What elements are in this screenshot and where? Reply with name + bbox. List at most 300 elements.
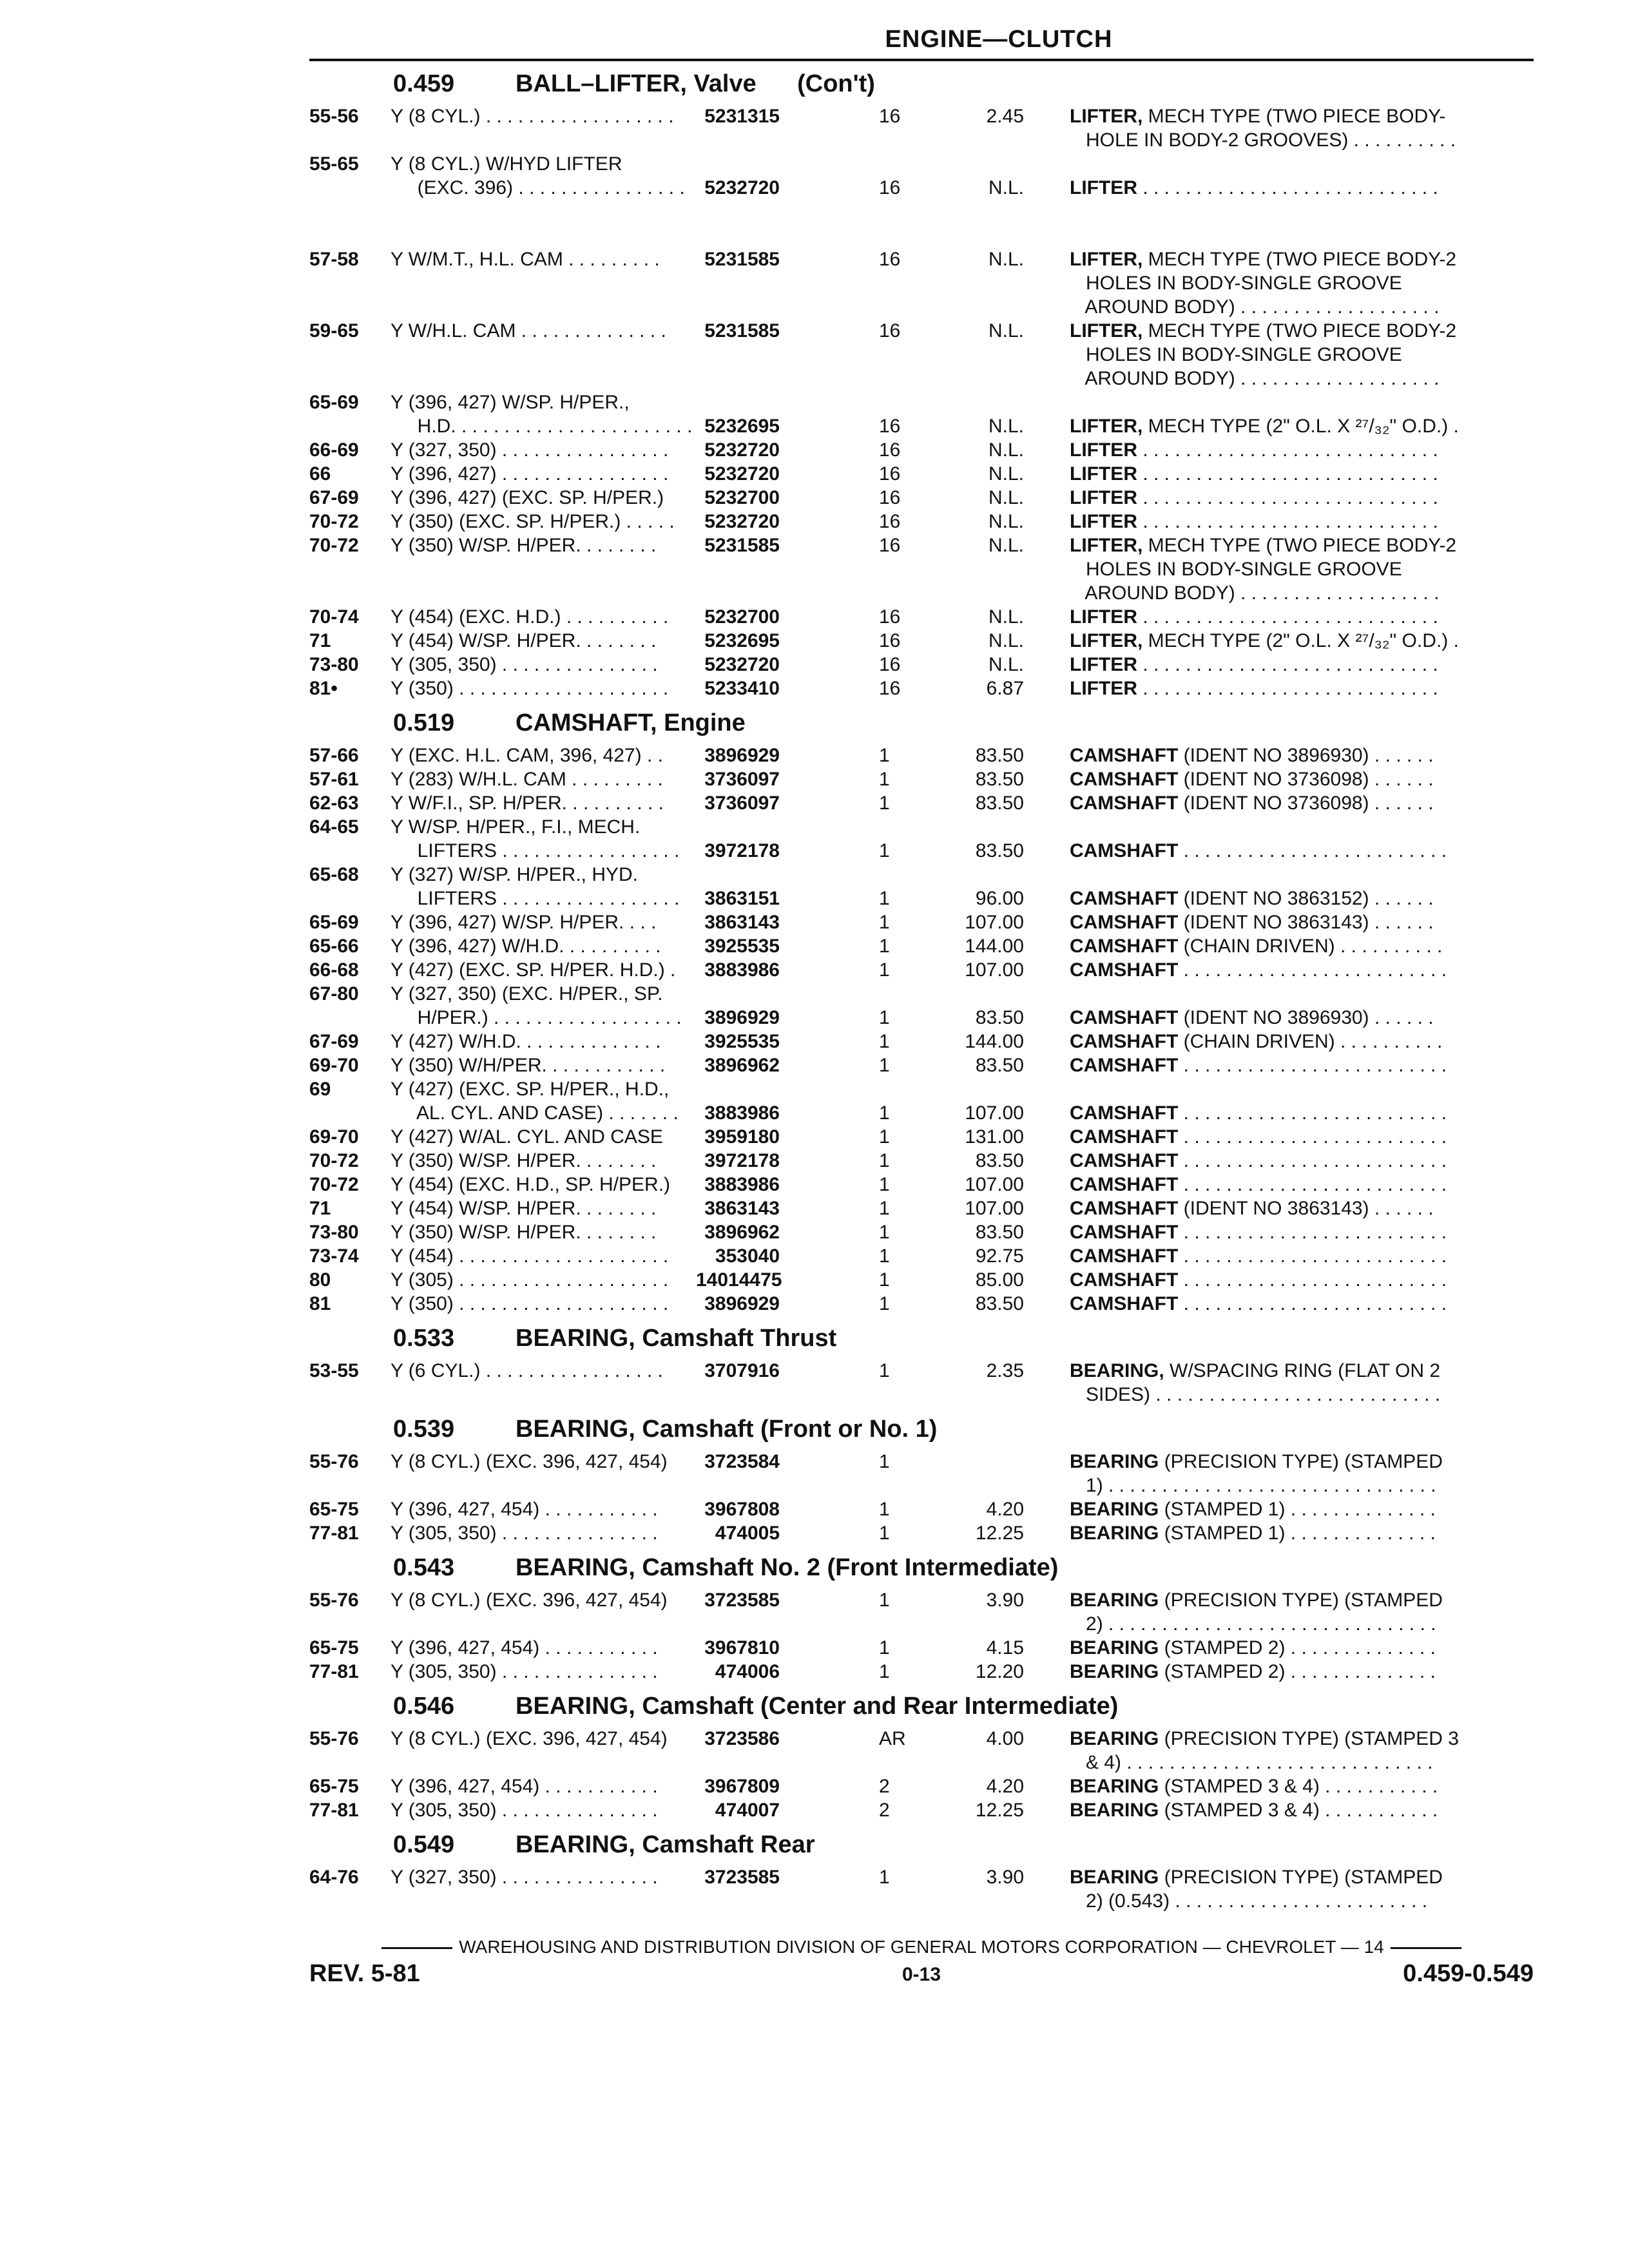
application-line: H/PER.) . . . . . . . . . . . . . . . . . . <box>390 1007 682 1028</box>
quantity: 1 <box>879 1102 890 1124</box>
quantity: 1 <box>879 1222 890 1243</box>
table-row <box>309 1359 1534 1407</box>
section-name: BEARING, Camshaft No. 2 (Front Intermediate) <box>516 1554 1059 1581</box>
table-row <box>309 934 1534 958</box>
part-number: 5233410 <box>704 678 780 699</box>
table-row <box>309 863 1534 910</box>
part-number: 3736097 <box>704 769 780 790</box>
description-keyword: CAMSHAFT <box>1070 1198 1179 1219</box>
price: 107.00 <box>965 959 1024 981</box>
table-row <box>309 390 1534 438</box>
description-line <box>1070 629 1534 653</box>
application-line: Y (350) W/H/PER. . . . . . . . . . . . <box>390 1055 666 1076</box>
description-keyword: CAMSHAFT <box>1070 840 1179 861</box>
description-line <box>1070 1006 1534 1030</box>
title-rule <box>309 59 1534 61</box>
application-line: Y W/H.L. CAM . . . . . . . . . . . . . . <box>390 320 666 341</box>
price: N.L. <box>988 463 1024 485</box>
application-line: Y (350) . . . . . . . . . . . . . . . . . . . . <box>390 1293 669 1314</box>
description-text: . . . . . . . . . . . . . . . . . . . . . . . . . . . . <box>1137 511 1438 532</box>
year-range: 73-80 <box>309 654 359 675</box>
table-row <box>309 605 1534 629</box>
description-text: MECH TYPE (2" O.L. X ²⁷/₃₂" O.D.) . <box>1142 630 1459 651</box>
application-line: Y (396, 427) W/H.D. . . . . . . . . . <box>390 936 661 957</box>
description-keyword: CAMSHAFT <box>1070 1031 1179 1052</box>
application-line: (EXC. 396) . . . . . . . . . . . . . . . . <box>390 177 685 198</box>
table-row <box>309 1588 1534 1636</box>
application-line: H.D. . . . . . . . . . . . . . . . . . . . . . . <box>390 416 693 437</box>
quantity: AR <box>879 1728 906 1749</box>
section-number: 0.459 <box>393 70 455 97</box>
application-line: Y (8 CYL.) (EXC. 396, 427, 454) <box>390 1451 668 1472</box>
description-text: (IDENT NO 3896930) . . . . . . <box>1178 745 1434 766</box>
quantity: 1 <box>879 1174 890 1195</box>
year-range: 81 <box>309 1293 331 1314</box>
quantity: 1 <box>879 1031 890 1052</box>
quantity: 16 <box>879 606 901 628</box>
description-line <box>1070 1727 1534 1751</box>
application-line: Y (EXC. H.L. CAM, 396, 427) . . <box>390 745 663 766</box>
quantity: 16 <box>879 320 901 341</box>
table-row <box>309 1149 1534 1173</box>
description-text: MECH TYPE (TWO PIECE BODY-2 <box>1142 249 1457 270</box>
application-line: Y (8 CYL.) (EXC. 396, 427, 454) <box>390 1590 668 1611</box>
description-text: . . . . . . . . . . . . . . . . . . . . . . . . . . . . <box>1137 439 1438 461</box>
description-text: . . . . . . . . . . . . . . . . . . . . . . . . . <box>1178 1102 1447 1124</box>
year-range: 57-61 <box>309 769 359 790</box>
price: N.L. <box>988 439 1024 461</box>
year-range: 70-72 <box>309 1150 359 1171</box>
description-line <box>1070 653 1534 677</box>
table-row <box>309 438 1534 462</box>
description-text: (PRECISION TYPE) (STAMPED <box>1159 1451 1443 1472</box>
description-line <box>1070 247 1534 271</box>
description-text: (STAMPED 2) . . . . . . . . . . . . . . <box>1159 1661 1436 1682</box>
description-line: HOLES IN BODY-SINGLE GROOVE <box>1070 344 1402 365</box>
table-row <box>309 1727 1534 1774</box>
part-number: 3959180 <box>704 1126 780 1148</box>
description-line <box>1070 1521 1534 1545</box>
table-row <box>309 1798 1534 1822</box>
description-line: SIDES) . . . . . . . . . . . . . . . . . . . . . . . . . . . <box>1070 1384 1441 1405</box>
description-keyword: BEARING <box>1070 1661 1159 1682</box>
year-range: 69 <box>309 1079 331 1100</box>
quantity: 1 <box>879 1126 890 1148</box>
description-keyword: LIFTER <box>1070 511 1137 532</box>
year-range: 64-76 <box>309 1867 359 1888</box>
description-keyword: LIFTER, <box>1070 630 1143 651</box>
description-line <box>1070 934 1534 958</box>
description-line <box>1070 791 1534 815</box>
description-text: . . . . . . . . . . . . . . . . . . . . . . . . . <box>1178 1222 1447 1243</box>
description-keyword: CAMSHAFT <box>1070 912 1179 933</box>
price: N.L. <box>988 320 1024 341</box>
description-keyword: CAMSHAFT <box>1070 1293 1179 1314</box>
section-heading <box>309 1325 1534 1352</box>
description-text: . . . . . . . . . . . . . . . . . . . . . . . . . <box>1178 1055 1447 1076</box>
quantity: 1 <box>879 1269 890 1291</box>
application-line: Y (327, 350) . . . . . . . . . . . . . . . <box>390 1867 658 1888</box>
section-range: 0.459-0.549 <box>1403 1960 1534 1987</box>
table-row <box>309 1173 1534 1196</box>
description-line <box>1070 1220 1534 1244</box>
year-range: 55-76 <box>309 1590 359 1611</box>
description-keyword: BEARING <box>1070 1451 1159 1472</box>
section-number: 0.539 <box>393 1416 455 1443</box>
description-text: . . . . . . . . . . . . . . . . . . . . . . . . . <box>1178 1269 1447 1291</box>
section-name: BEARING, Camshaft (Center and Rear Intermediate) <box>516 1693 1119 1720</box>
application-line: Y (283) W/H.L. CAM . . . . . . . . . <box>390 769 663 790</box>
description-keyword: LIFTER <box>1070 654 1137 675</box>
description-keyword: BEARING <box>1070 1523 1159 1544</box>
price: 12.25 <box>975 1800 1024 1821</box>
part-number: 474007 <box>715 1800 780 1821</box>
application-line: Y (350) W/SP. H/PER. . . . . . . . <box>390 1222 657 1243</box>
application-line: Y (327, 350) (EXC. H/PER., SP. <box>390 983 663 1004</box>
footer-bottom <box>309 1960 1534 1992</box>
section-name: BEARING, Camshaft Thrust <box>516 1325 837 1352</box>
description-line <box>1070 1359 1534 1383</box>
year-range: 81• <box>309 678 338 699</box>
price: N.L. <box>988 630 1024 651</box>
description-text: (PRECISION TYPE) (STAMPED 3 <box>1159 1728 1459 1749</box>
description-text: . . . . . . . . . . . . . . . . . . . . . . . . . . . . <box>1137 177 1438 198</box>
description-text: W/SPACING RING (FLAT ON 2 <box>1164 1360 1441 1381</box>
price: 131.00 <box>965 1126 1024 1148</box>
quantity: 1 <box>879 1661 890 1682</box>
part-number: 3967809 <box>704 1776 780 1797</box>
quantity: 16 <box>879 678 901 699</box>
table-row <box>309 791 1534 815</box>
application-line: Y (396, 427, 454) . . . . . . . . . . . <box>390 1499 658 1520</box>
quantity: 16 <box>879 487 901 508</box>
price: 83.50 <box>975 745 1024 766</box>
description-text: (STAMPED 3 & 4) . . . . . . . . . . . <box>1159 1800 1438 1821</box>
application-line: Y (396, 427, 454) . . . . . . . . . . . <box>390 1776 658 1797</box>
year-range: 65-69 <box>309 912 359 933</box>
description-text: . . . . . . . . . . . . . . . . . . . . . . . . . <box>1178 1126 1447 1148</box>
price: 3.90 <box>986 1590 1024 1611</box>
year-range: 77-81 <box>309 1800 359 1821</box>
table-row <box>309 1521 1534 1545</box>
page-title: ENGINE—CLUTCH <box>885 26 1113 53</box>
description-text: . . . . . . . . . . . . . . . . . . . . . . . . . . . . <box>1137 678 1438 699</box>
description-keyword: LIFTER <box>1070 439 1137 461</box>
section-heading <box>309 70 1534 98</box>
description-line: AROUND BODY) . . . . . . . . . . . . . . . . . . . <box>1070 368 1440 389</box>
price: 83.50 <box>975 769 1024 790</box>
application-line: Y (8 CYL.) W/HYD LIFTER <box>390 153 622 175</box>
description-text: (PRECISION TYPE) (STAMPED <box>1159 1867 1443 1888</box>
application-line: Y (305) . . . . . . . . . . . . . . . . . . . . <box>390 1269 669 1291</box>
application-line: Y (427) W/AL. CYL. AND CASE <box>390 1126 663 1148</box>
description-keyword: LIFTER, <box>1070 320 1143 341</box>
description-keyword: BEARING <box>1070 1590 1159 1611</box>
year-range: 80 <box>309 1269 331 1291</box>
description-text: (PRECISION TYPE) (STAMPED <box>1159 1590 1443 1611</box>
year-range: 67-80 <box>309 983 359 1004</box>
quantity: 1 <box>879 1867 890 1888</box>
table-row <box>309 767 1534 791</box>
description-text: (CHAIN DRIVEN) . . . . . . . . . . <box>1178 1031 1443 1052</box>
description-keyword: CAMSHAFT <box>1070 1222 1179 1243</box>
description-line: 2) (0.543) . . . . . . . . . . . . . . . . . . . . . . . . <box>1070 1890 1428 1912</box>
section-number: 0.546 <box>393 1693 455 1720</box>
revision-label: REV. 5-81 <box>309 1960 420 1987</box>
description-line <box>1070 958 1534 982</box>
year-range: 55-65 <box>309 153 359 175</box>
table-row <box>309 1774 1534 1798</box>
table-row <box>309 815 1534 863</box>
quantity: 1 <box>879 1293 890 1314</box>
section-heading <box>309 1554 1534 1582</box>
application-line: Y (454) . . . . . . . . . . . . . . . . . . . . <box>390 1245 669 1267</box>
year-range: 64-65 <box>309 816 359 838</box>
application-line: Y (427) (EXC. SP. H/PER. H.D.) . <box>390 959 676 981</box>
quantity: 16 <box>879 249 901 270</box>
year-range: 55-76 <box>309 1728 359 1749</box>
description-text: MECH TYPE (TWO PIECE BODY-2 <box>1142 320 1457 341</box>
description-line <box>1070 510 1534 533</box>
application-line: Y W/SP. H/PER., F.I., MECH. <box>390 816 641 838</box>
description-text: . . . . . . . . . . . . . . . . . . . . . . . . . . . . <box>1137 463 1438 485</box>
description-keyword: CAMSHAFT <box>1070 1150 1179 1171</box>
part-number: 3723585 <box>704 1867 780 1888</box>
description-text: MECH TYPE (TWO PIECE BODY- <box>1142 106 1446 127</box>
price: 4.20 <box>986 1776 1024 1797</box>
description-text: . . . . . . . . . . . . . . . . . . . . . . . . . <box>1178 840 1447 861</box>
table-row <box>309 1220 1534 1244</box>
description-line <box>1070 1244 1534 1268</box>
table-row <box>309 982 1534 1030</box>
price: 83.50 <box>975 1055 1024 1076</box>
description-line <box>1070 462 1534 486</box>
year-range: 65-66 <box>309 936 359 957</box>
part-number: 5231585 <box>704 535 780 556</box>
price: 83.50 <box>975 1007 1024 1028</box>
quantity: 1 <box>879 793 890 814</box>
description-line: 2) . . . . . . . . . . . . . . . . . . . . . . . . . . . . . . . <box>1070 1613 1436 1635</box>
price: 2.45 <box>986 106 1024 127</box>
table-row <box>309 1196 1534 1220</box>
quantity: 1 <box>879 1245 890 1267</box>
part-number: 3896929 <box>704 1007 780 1028</box>
description-line <box>1070 605 1534 629</box>
application-line: Y (350) (EXC. SP. H/PER.) . . . . . <box>390 511 675 532</box>
application-line: Y (305, 350) . . . . . . . . . . . . . . . <box>390 1800 658 1821</box>
quantity: 2 <box>879 1800 890 1821</box>
description-keyword: CAMSHAFT <box>1070 1007 1179 1028</box>
description-keyword: CAMSHAFT <box>1070 1055 1179 1076</box>
description-line: 1) . . . . . . . . . . . . . . . . . . . . . . . . . . . . . . . <box>1070 1475 1436 1496</box>
table-row <box>309 1077 1534 1125</box>
part-number: 3883986 <box>704 959 780 981</box>
quantity: 16 <box>879 106 901 127</box>
description-line <box>1070 1450 1534 1474</box>
part-number: 5232720 <box>704 463 780 485</box>
application-line: Y (305, 350) . . . . . . . . . . . . . . . <box>390 1661 658 1682</box>
table-row <box>309 1660 1534 1684</box>
part-number: 474006 <box>715 1661 780 1682</box>
description-keyword: BEARING <box>1070 1867 1159 1888</box>
description-line <box>1070 1774 1534 1798</box>
quantity: 1 <box>879 1198 890 1219</box>
part-number: 3723584 <box>704 1451 780 1472</box>
description-text: (STAMPED 1) . . . . . . . . . . . . . . <box>1159 1523 1436 1544</box>
part-number: 3972178 <box>704 1150 780 1171</box>
price: 92.75 <box>975 1245 1024 1267</box>
part-number: 5232695 <box>704 630 780 651</box>
application-line: Y (396, 427) W/SP. H/PER. . . . <box>390 912 657 933</box>
description-text: . . . . . . . . . . . . . . . . . . . . . . . . . . . . <box>1137 654 1438 675</box>
description-line: AROUND BODY) . . . . . . . . . . . . . . . . . . . <box>1070 296 1440 318</box>
description-line <box>1070 104 1534 128</box>
table-row <box>309 1450 1534 1497</box>
description-keyword: CAMSHAFT <box>1070 959 1179 981</box>
description-text: MECH TYPE (TWO PIECE BODY-2 <box>1142 535 1457 556</box>
part-number: 5231585 <box>704 249 780 270</box>
page-footer <box>309 1937 1534 1992</box>
description-text: . . . . . . . . . . . . . . . . . . . . . . . . . <box>1178 1293 1447 1314</box>
year-range: 67-69 <box>309 1031 359 1052</box>
year-range: 67-69 <box>309 487 359 508</box>
application-line: Y (8 CYL.) . . . . . . . . . . . . . . . . . . <box>390 106 674 127</box>
part-number: 3896929 <box>704 745 780 766</box>
price: 12.25 <box>975 1523 1024 1544</box>
price: N.L. <box>988 511 1024 532</box>
application-line: Y (396, 427, 454) . . . . . . . . . . . <box>390 1637 658 1658</box>
part-number: 14014475 <box>696 1269 782 1291</box>
year-range: 65-75 <box>309 1637 359 1658</box>
year-range: 77-81 <box>309 1523 359 1544</box>
application-line: Y W/F.I., SP. H/PER. . . . . . . . . . <box>390 793 664 814</box>
description-text: (STAMPED 1) . . . . . . . . . . . . . . <box>1159 1499 1436 1520</box>
part-number: 3896962 <box>704 1055 780 1076</box>
table-row <box>309 744 1534 767</box>
description-text: (CHAIN DRIVEN) . . . . . . . . . . <box>1178 936 1443 957</box>
description-line: & 4) . . . . . . . . . . . . . . . . . . . . . . . . . . . . . <box>1070 1752 1433 1773</box>
section-name: BEARING, Camshaft (Front or No. 1) <box>516 1416 938 1443</box>
part-number: 3723586 <box>704 1728 780 1749</box>
part-number: 3967810 <box>704 1637 780 1658</box>
application-line: Y (350) . . . . . . . . . . . . . . . . . . . . <box>390 678 669 699</box>
table-row <box>309 1497 1534 1521</box>
sections-container <box>309 70 1534 1913</box>
price: N.L. <box>988 249 1024 270</box>
quantity: 1 <box>879 840 890 861</box>
quantity: 1 <box>879 1055 890 1076</box>
year-range: 65-75 <box>309 1499 359 1520</box>
price: 107.00 <box>965 1102 1024 1124</box>
description-keyword: LIFTER <box>1070 678 1137 699</box>
description-line: HOLES IN BODY-SINGLE GROOVE <box>1070 273 1402 294</box>
table-row <box>309 958 1534 982</box>
price: 83.50 <box>975 1293 1024 1314</box>
quantity: 16 <box>879 416 901 437</box>
application-line: Y (396, 427) W/SP. H/PER., <box>390 392 630 413</box>
part-number: 5232720 <box>704 439 780 461</box>
part-number: 3863143 <box>704 1198 780 1219</box>
description-text: . . . . . . . . . . . . . . . . . . . . . . . . . <box>1178 1150 1447 1171</box>
price: N.L. <box>988 535 1024 556</box>
application-line: Y (454) (EXC. H.D., SP. H/PER.) <box>390 1174 671 1195</box>
price: 83.50 <box>975 1222 1024 1243</box>
application-line: Y (454) W/SP. H/PER. . . . . . . . <box>390 630 657 651</box>
quantity: 16 <box>879 630 901 651</box>
application-line: Y (454) W/SP. H/PER. . . . . . . . <box>390 1198 657 1219</box>
description-line <box>1070 1125 1534 1149</box>
description-keyword: BEARING <box>1070 1728 1159 1749</box>
part-number: 5232720 <box>704 511 780 532</box>
application-line: Y (8 CYL.) (EXC. 396, 427, 454) <box>390 1728 668 1749</box>
part-number: 353040 <box>715 1245 780 1267</box>
description-text: (IDENT NO 3736098) . . . . . . <box>1178 793 1434 814</box>
part-number: 3707916 <box>704 1360 780 1381</box>
table-row <box>309 247 1534 319</box>
price: 4.15 <box>986 1637 1024 1658</box>
application-line: Y (427) W/H.D. . . . . . . . . . . . . . <box>390 1031 661 1052</box>
part-number: 3967808 <box>704 1499 780 1520</box>
description-keyword: CAMSHAFT <box>1070 745 1179 766</box>
year-range: 70-74 <box>309 606 359 628</box>
quantity: 1 <box>879 1007 890 1028</box>
description-keyword: LIFTER, <box>1070 416 1143 437</box>
part-number: 5231315 <box>704 106 780 127</box>
year-range: 69-70 <box>309 1126 359 1148</box>
footer-division-line <box>309 1937 1534 1957</box>
description-keyword: CAMSHAFT <box>1070 1245 1179 1267</box>
table-row <box>309 462 1534 486</box>
description-keyword: CAMSHAFT <box>1070 1269 1179 1291</box>
price: 83.50 <box>975 793 1024 814</box>
description-keyword: CAMSHAFT <box>1070 1102 1179 1124</box>
description-keyword: CAMSHAFT <box>1070 769 1179 790</box>
description-line <box>1070 1660 1534 1684</box>
table-row <box>309 1636 1534 1660</box>
description-keyword: CAMSHAFT <box>1070 936 1179 957</box>
table-row <box>309 629 1534 653</box>
description-line <box>1070 1196 1534 1220</box>
table-row <box>309 1244 1534 1268</box>
description-keyword: LIFTER, <box>1070 106 1143 127</box>
part-number: 3896929 <box>704 1293 780 1314</box>
description-keyword: BEARING <box>1070 1499 1159 1520</box>
application-line: Y (305, 350) . . . . . . . . . . . . . . . <box>390 1523 658 1544</box>
section-heading <box>309 1831 1534 1859</box>
part-number: 3925535 <box>704 1031 780 1052</box>
part-number: 3736097 <box>704 793 780 814</box>
table-row <box>309 1865 1534 1913</box>
year-range: 53-55 <box>309 1360 359 1381</box>
application-line: AL. CYL. AND CASE) . . . . . . . <box>390 1102 679 1124</box>
year-range: 70-72 <box>309 511 359 532</box>
price: 4.20 <box>986 1499 1024 1520</box>
part-number: 474005 <box>715 1523 780 1544</box>
quantity: 1 <box>879 1590 890 1611</box>
quantity: 2 <box>879 1776 890 1797</box>
year-range: 70-72 <box>309 1174 359 1195</box>
table-row <box>309 677 1534 700</box>
part-number: 3883986 <box>704 1102 780 1124</box>
description-text: . . . . . . . . . . . . . . . . . . . . . . . . . . . . <box>1137 487 1438 508</box>
quantity: 16 <box>879 177 901 198</box>
description-line <box>1070 910 1534 934</box>
price: 85.00 <box>975 1269 1024 1291</box>
part-number: 3863151 <box>704 888 780 909</box>
table-row <box>309 533 1534 605</box>
description-keyword: LIFTER, <box>1070 249 1143 270</box>
year-range: 71 <box>309 1198 331 1219</box>
